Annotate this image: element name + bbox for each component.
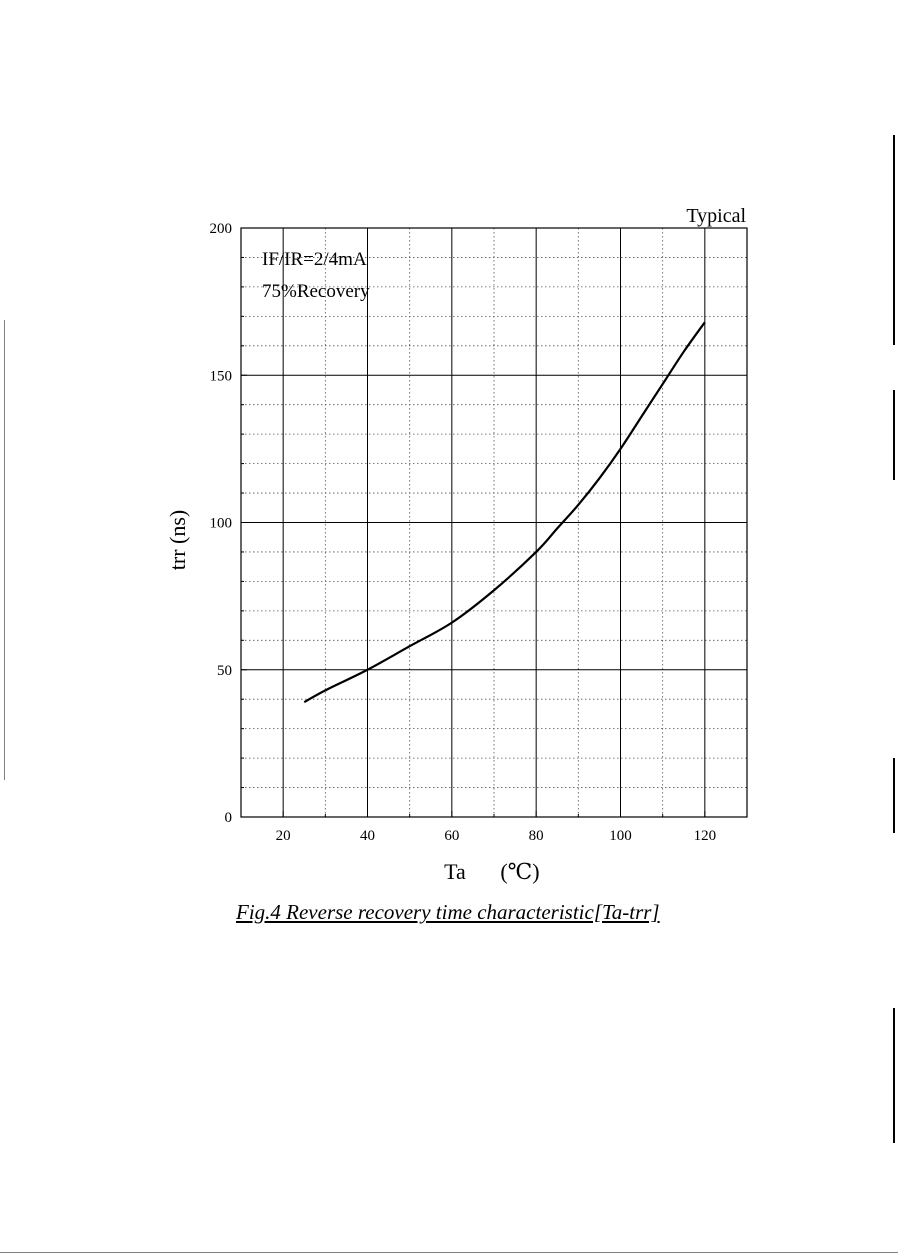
x-axis-title: Ta <box>444 859 466 884</box>
y-tick-label-150: 150 <box>209 368 232 385</box>
series-line-trr <box>304 322 705 702</box>
x-tick-label-120: 120 <box>693 828 717 844</box>
scan-edge-right-4 <box>893 1008 895 1143</box>
y-tick-label-100: 100 <box>209 515 232 532</box>
scan-edge-right-1 <box>893 135 895 345</box>
annotation-condition: IF/IR=2/4mA <box>262 249 367 270</box>
y-tick-label-200: 200 <box>209 221 232 237</box>
x-tick-label-60: 60 <box>444 828 460 844</box>
x-tick-label-100: 100 <box>609 828 632 844</box>
x-tick-label-20: 20 <box>275 828 291 844</box>
y-tick-label-0: 0 <box>224 810 232 826</box>
chart-title: Typical <box>686 205 746 227</box>
y-tick-label-50: 50 <box>217 662 232 679</box>
scan-edge-right-2 <box>893 390 895 480</box>
figure-caption: Fig.4 Reverse recovery time characteristic[Ta-trr] <box>236 900 660 924</box>
scan-edge-bottom-1 <box>0 1252 898 1253</box>
x-tick-label-40: 40 <box>360 828 375 844</box>
x-tick-labels <box>276 828 716 844</box>
x-axis-unit: (℃) <box>500 859 540 884</box>
scan-edge-left-1 <box>4 320 5 780</box>
y-tick-labels <box>210 221 233 826</box>
x-tick-label-80: 80 <box>528 828 544 844</box>
scan-edge-right-3 <box>893 758 895 833</box>
y-axis-title: trr (ns) <box>165 509 190 571</box>
annotation-recovery: 75%Recovery <box>262 281 370 302</box>
